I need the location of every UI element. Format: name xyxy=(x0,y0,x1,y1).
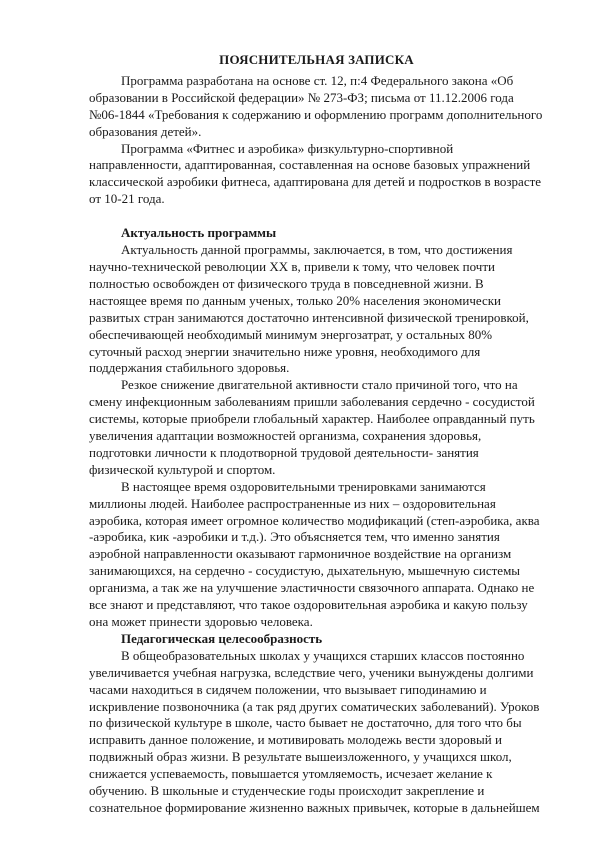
document-page xyxy=(89,52,544,817)
relevance-paragraph-1: Актуальность данной программы, заключается, в том, что достижения научно-технической революции XX в, привели к тому, что человек почти полностью освобожден от физического труда в повседневной жизни. В настоящее время по данным ученых, только 20% населения экономически развитых стран занимаются достаточно интенсивной физической тренировкой, обеспечивающей необходимый минимум энергозатрат, у остальных 80% суточный расход энергии значительно ниже уровня, необходимого для поддержания стабильного здоровья. xyxy=(89,242,529,376)
section-heading-pedagogy: Педагогическая целесообразность xyxy=(121,630,323,646)
intro-paragraph-2: Программа «Фитнес и аэробика» физкультурно-спортивной направленности, адаптированная, составленная на основе базовых упражнений классической аэробики фитнеса, адаптирована для детей и подростков в возрасте от 10-21 года. xyxy=(89,140,542,207)
section-heading-relevance: Актуальность программы xyxy=(121,225,277,241)
relevance-paragraph-3: В настоящее время оздоровительными тренировками занимаются миллионы людей. Наиболее распространенные из них – оздоровительная аэробика, которая имеет огромное количество модификаций (степ-аэробика, аква -аэробика, кик -аэробики и т.д.). Это объясняется тем, что именно занятия аэробной направленности оказывают гармоничное воздействие на организм занимающихся, на сердечно - сосудистую, дыхательную, мышечную системы организма, а так же на улучшение эластичности связочного аппарата. Однако не все знают и представляют, что такое оздоровительная аэробика и какую пользу она может принести здоровью человека. xyxy=(89,478,540,629)
intro-paragraph-1: Программа разработана на основе ст. 12, п:4 Федерального закона «Об образовании в Российской федерации» № 273-ФЗ; письма от 11.12.2006 года №06-1844 «Требования к содержанию и оформлению программ дополнительного образования детей». xyxy=(89,72,543,139)
document-title: ПОЯСНИТЕЛЬНАЯ ЗАПИСКА xyxy=(219,52,414,67)
spacer xyxy=(89,208,544,225)
pedagogy-paragraph-1: В общеобразовательных школах у учащихся старших классов постоянно увеличивается учебная нагрузка, вследствие чего, ученики вынуждены долгими часами находиться в сидячем положении, что вызывает гиподинамию и искривление позвоночника (а так ряд других соматических заболеваний). Уроков по физической культуре в школе, часто бывает не достаточно, для того что бы исправить данное положение, и мотивировать молодежь вести здоровый и подвижный образ жизни. В результате вышеизложенного, у учащихся школ, снижается успеваемость, повышается утомляемость, исчезает желание к обучению. В школьные и студенческие годы происходит закрепление и сознательное формирование жизненно важных привычек, которые в дальнейшем xyxy=(89,647,540,815)
relevance-paragraph-2: Резкое снижение двигательной активности стало причиной того, что на смену инфекционным заболеваниям пришли заболевания сердечно - сосудистой системы, которые приобрели глобальный характер. Наиболее оправданный путь увеличения адаптации возможностей организма, сохранения здоровья, подготовки личности к плодотворной трудовой деятельности- занятия физической культурой и спортом. xyxy=(89,377,535,477)
